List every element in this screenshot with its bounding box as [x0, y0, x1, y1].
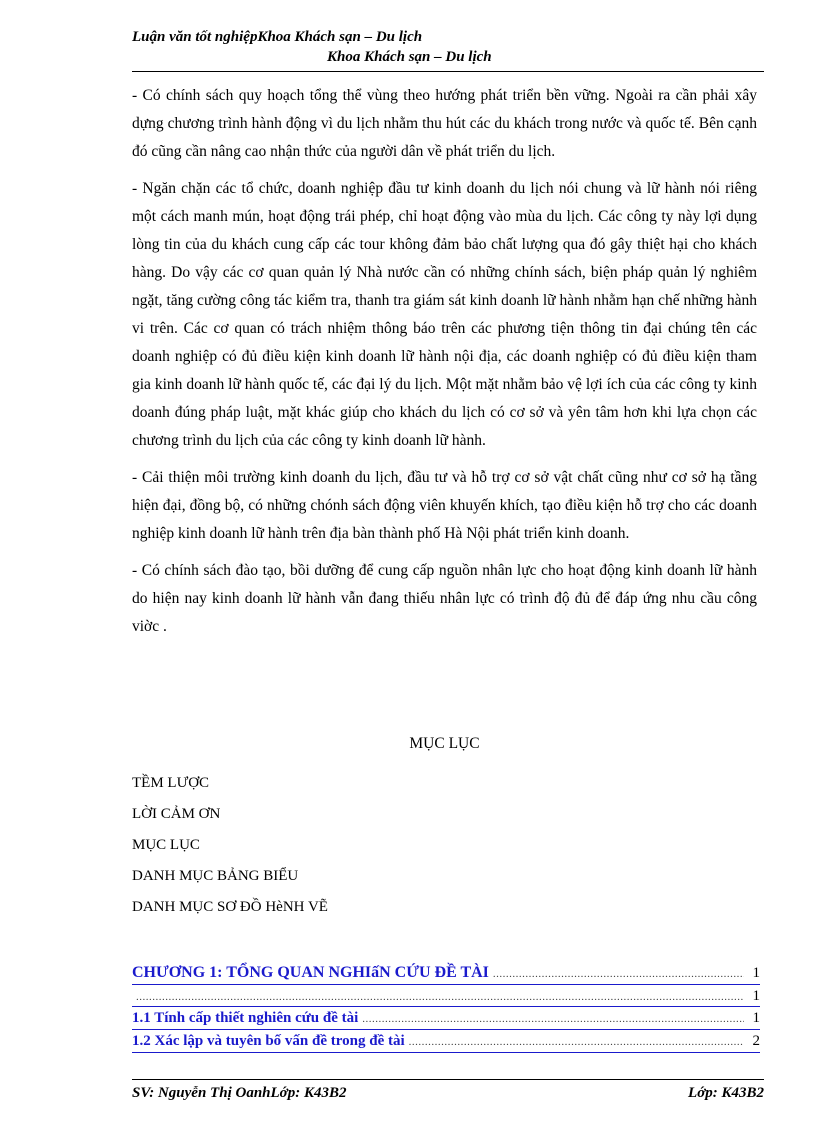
toc-entry-title[interactable]: 1.1 Tính cấp thiết nghiên cứu đề tài	[132, 1010, 359, 1026]
header-title: Luận văn tốt nghiệpKhoa Khách sạn – Du lịch	[132, 29, 423, 45]
toc-page-number: 1	[752, 988, 760, 1004]
toc-front-item[interactable]: LỜI CẢM ƠN	[132, 806, 221, 822]
toc-leader-dots	[136, 986, 744, 1008]
paragraph: - Cải thiện môi trường kinh doanh du lịch, đầu tư và hỗ trợ cơ sở vật chất cũng như cơ sở hạ tầng hiện đại, đồng bộ, có những chónh sách động viên khuyến khích, tạo điều kiện hỗ trợ cho các doanh nghiệp kinh doanh lữ hành trên địa bàn thành phố Hà Nội phát triển kinh doanh.	[132, 469, 757, 542]
toc-entry-title[interactable]: 1.2 Xác lập và tuyên bố vấn đề trong đề tài	[132, 1033, 405, 1049]
toc-front-item[interactable]: DANH MỤC BẢNG BIỂU	[132, 868, 299, 884]
toc-front-list	[132, 768, 757, 923]
toc-entry-blank[interactable]	[132, 985, 760, 1007]
toc-front-item[interactable]: TỀM LƯỢC	[132, 775, 210, 791]
page-header	[132, 27, 764, 67]
toc-front-item[interactable]: MỤC LỤC	[132, 837, 200, 853]
toc-entry-1-1[interactable]	[132, 1007, 760, 1030]
toc-front-item[interactable]: DANH MỤC SƠ ĐỒ HèNH VẼ	[132, 899, 328, 915]
paragraph: - Có chính sách quy hoạch tổng thể vùng theo hướng phát triển bền vững. Ngoài ra cần phải xây dựng chương trình hành động vì du lịch nhằm thu hút các du khách trong nước và quốc tế. Bên cạnh đó cũng cần nâng cao nhận thức của người dân về phát triển du lịch.	[132, 87, 757, 160]
toc-leader-dots	[409, 1031, 744, 1053]
footer-divider	[132, 1079, 764, 1080]
header-subtitle: Khoa Khách sạn – Du lịch	[327, 49, 492, 65]
toc-page-number: 2	[752, 1033, 760, 1049]
paragraph: - Có chính sách đào tạo, bồi dưỡng để cung cấp nguồn nhân lực cho hoạt động kinh doanh lữ hành do hiện nay kinh doanh lữ hành vẫn đang thiếu nhân lực có trình độ đủ để đáp ứng nhu cầu công viờc .	[132, 562, 757, 635]
header-divider	[132, 71, 764, 72]
toc-page-number: 1	[752, 965, 760, 981]
body-text	[132, 82, 757, 650]
toc-entry-title[interactable]: CHƯƠNG 1: TỔNG QUAN NGHIấN CỨU ĐỀ TÀI	[132, 964, 489, 981]
footer-class: Lớp: K43B2	[688, 1085, 764, 1101]
toc-entry-1-2[interactable]	[132, 1030, 760, 1053]
paragraph: - Ngăn chặn các tổ chức, doanh nghiệp đầu tư kinh doanh du lịch nói chung và lữ hành nói riêng một cách manh mún, hoạt động trái phép, chỉ hoạt động vào mùa du lịch. Các công ty này lợi dụng lòng tin của du khách cung cấp các tour không đảm bảo chất lượng qua đó gây thiệt hại cho khách hàng. Do vậy các cơ quan quản lý Nhà nước cần có những chính sách, biện pháp quản lý nghiêm ngặt, tăng cường công tác kiểm tra, thanh tra giám sát kinh doanh lữ hành nhằm hạn chế những hành vi trên. Các cơ quan có trách nhiệm thông báo trên các phương tiện thông tin đại chúng tên các doanh nghiệp có đủ điều kiện kinh doanh lữ hành nội địa, các doanh nghiệp có đủ điều kiện tham gia kinh doanh lữ hành quốc tế, các đại lý du lịch. Một mặt nhằm bảo vệ lợi ích của các công ty kinh doanh đúng pháp luật, mặt khác giúp cho khách du lịch có cơ sở và yên tâm hơn khi lựa chọn các chương trình du lịch của các công ty kinh doanh lữ hành.	[132, 180, 757, 449]
toc-page-number: 1	[752, 1010, 760, 1026]
toc-entry-chapter-1[interactable]	[132, 962, 760, 985]
footer-student: SV: Nguyễn Thị OanhLớp: K43B2	[132, 1085, 347, 1101]
page-footer	[132, 1083, 764, 1103]
toc-leader-dots	[493, 963, 744, 985]
toc-entries	[132, 962, 760, 1053]
toc-title: MỤC LỤC	[409, 735, 480, 752]
toc-leader-dots	[362, 1008, 744, 1030]
